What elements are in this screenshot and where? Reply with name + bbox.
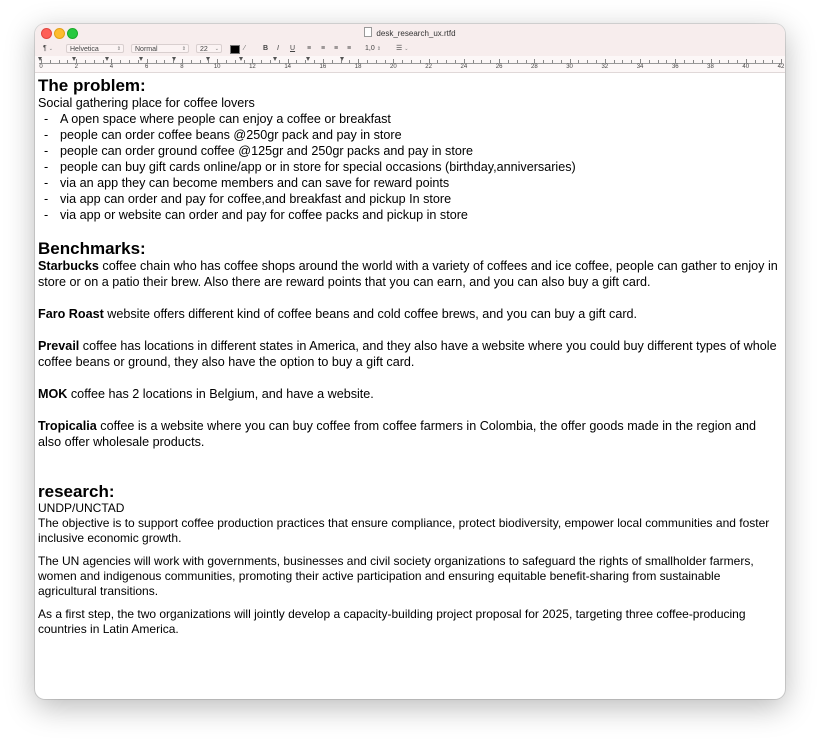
ruler-tick [164, 60, 165, 63]
ruler-tick [702, 60, 703, 63]
typeface-select[interactable] [131, 44, 189, 53]
ruler-tick [490, 60, 491, 63]
research-source: UNDP/UNCTAD [38, 501, 125, 515]
ruler-tick [631, 60, 632, 63]
text-color-well[interactable] [230, 45, 240, 54]
updown-arrows-icon: ⇕ [116, 46, 121, 52]
ruler-tick [226, 60, 227, 63]
ruler-tick [59, 60, 60, 63]
research-paragraph: As a first step, the two organizations will jointly develop a capacity-building project proposal for 2025, targeting three coffee-producing countries in Latin America. [38, 607, 746, 636]
ruler-tick [578, 60, 579, 63]
ruler-tick [156, 60, 157, 63]
ruler-tick [711, 59, 712, 64]
benchmark-name: MOK [38, 387, 68, 401]
ruler-tick [437, 60, 438, 63]
spacer [38, 290, 780, 306]
ruler-tick [481, 60, 482, 63]
ruler-tick [605, 59, 606, 64]
research-paragraph: The UN agencies will work with governments, businesses and civil society organizations to safeguard the rights of smallholder farmers, women and indigenous communities, promoting their active participation and ensuring equitable benefit-sharing from sustainable agricultural transitions. [38, 554, 754, 598]
research-paragraph: The objective is to support coffee production practices that ensure compliance, protect biodiversity, empower local communities and foster inclusive economic growth. [38, 516, 770, 545]
tab-stop-marker[interactable] [105, 57, 109, 61]
ruler-tick [385, 60, 386, 63]
ruler-label: 8 [180, 64, 184, 70]
ruler-tick [666, 60, 667, 63]
benchmark-text: coffee has locations in different states in America, and they also have a website where you could buy different types of whole coffee beans or ground, they also have the option to buy a gift card. [38, 339, 777, 369]
tab-stop-marker[interactable] [206, 57, 210, 61]
ruler[interactable] [35, 56, 785, 73]
ruler-tick [534, 59, 535, 64]
list-item: - via an app they can become members and can save for reward points [38, 175, 780, 191]
list-item: - people can buy gift cards online/app or in store for special occasions (birthday,anniversaries) [38, 159, 780, 175]
ruler-tick [719, 60, 720, 63]
updown-arrows-icon: ⇕ [181, 46, 186, 52]
ruler-tick [570, 59, 571, 64]
ruler-tick [499, 59, 500, 64]
ruler-tick [296, 60, 297, 63]
line-spacing-value: 1,0 [365, 45, 375, 52]
list-item: - people can order ground coffee @125gr and 250gr packs and pay in store [38, 143, 780, 159]
ruler-tick [314, 60, 315, 63]
align-center-button[interactable]: ≡ [321, 45, 326, 52]
tab-stop-marker[interactable] [72, 57, 76, 61]
ruler-tick [182, 59, 183, 64]
research-heading: research: [38, 482, 115, 501]
ruler-label: 24 [460, 64, 468, 70]
line-spacing-menu[interactable] [365, 44, 381, 53]
italic-button[interactable]: I [277, 45, 279, 52]
ruler-label: 28 [530, 64, 538, 70]
spacer [38, 223, 780, 239]
benchmark-text: website offers different kind of coffee beans and cold coffee brews, and you can buy a gift card. [103, 307, 638, 321]
ruler-tick [552, 60, 553, 63]
benchmark-paragraph [38, 306, 780, 322]
list-item: - via app or website can order and pay for coffee packs and pickup in store [38, 207, 780, 223]
tab-stop-marker[interactable] [273, 57, 277, 61]
window-title [35, 27, 785, 38]
ruler-tick [746, 59, 747, 64]
benchmark-text: coffee is a website where you can buy coffee from coffee farmers in Colombia, the offer goods made in the region and also offer wholesale products. [38, 419, 757, 449]
ruler-label: 26 [495, 64, 503, 70]
ruler-tick [376, 60, 377, 63]
list-item: - A open space where people can enjoy a coffee or breakfast [38, 111, 780, 127]
ruler-tick [129, 60, 130, 63]
ruler-tick [244, 60, 245, 63]
ruler-tick [191, 60, 192, 63]
spacer [38, 599, 780, 607]
ruler-tick [200, 60, 201, 63]
ruler-tick [270, 60, 271, 63]
tab-stop-marker[interactable] [139, 57, 143, 61]
ruler-tick [763, 60, 764, 63]
ruler-tick [252, 59, 253, 64]
ruler-baseline [39, 63, 781, 64]
chevron-down-icon: ⌄ [214, 46, 219, 52]
align-justify-button[interactable]: ≡ [347, 45, 352, 52]
ruler-tick [508, 60, 509, 63]
ruler-tick [217, 59, 218, 64]
ruler-tick [261, 60, 262, 63]
benchmark-name: Prevail [38, 339, 80, 353]
list-item: - people can order coffee beans @250gr pack and pay in store [38, 127, 780, 143]
ruler-label: 16 [319, 64, 327, 70]
problem-subtitle: Social gathering place for coffee lovers [38, 96, 255, 110]
problem-list [38, 111, 780, 223]
ruler-tick [446, 60, 447, 63]
document-window [35, 24, 785, 699]
ruler-tick [358, 59, 359, 64]
ruler-tick [85, 60, 86, 63]
ruler-label: 10 [213, 64, 221, 70]
benchmark-paragraph [38, 258, 780, 290]
ruler-tick [429, 59, 430, 64]
highlight-color-icon[interactable]: ⁄ [244, 45, 246, 52]
ruler-tick [288, 59, 289, 64]
font-family-value: Helvetica [70, 46, 99, 53]
ruler-label: 38 [707, 64, 714, 70]
spacer [38, 322, 780, 338]
ruler-tick [526, 60, 527, 63]
ruler-tick [781, 59, 782, 64]
ruler-tick [420, 60, 421, 63]
align-left-button[interactable]: ≡ [307, 45, 312, 52]
ruler-tick [649, 60, 650, 63]
bold-button[interactable]: B [263, 45, 269, 52]
ruler-tick [94, 60, 95, 63]
ruler-tick [323, 59, 324, 64]
ruler-tick [455, 60, 456, 63]
benchmarks-heading: Benchmarks: [38, 239, 146, 258]
ruler-tick [349, 60, 350, 63]
ruler-tick [393, 59, 394, 64]
benchmark-name: Faro Roast [38, 307, 104, 321]
ruler-label: 2 [74, 64, 78, 70]
benchmark-paragraph [38, 338, 780, 370]
underline-button[interactable]: U [290, 45, 296, 52]
benchmark-paragraph [38, 386, 780, 402]
ruler-tick [120, 60, 121, 63]
ruler-tick [755, 60, 756, 63]
ruler-tick [473, 60, 474, 63]
ruler-label: 4 [109, 64, 114, 70]
ruler-tick [587, 60, 588, 63]
ruler-label: 20 [390, 64, 397, 70]
ruler-label: 14 [284, 64, 291, 70]
ruler-label: 18 [354, 64, 362, 70]
font-family-select[interactable] [66, 44, 124, 53]
title-bar[interactable] [35, 24, 785, 41]
ruler-label: 6 [145, 64, 149, 70]
ruler-tick [772, 60, 773, 63]
ruler-tick [279, 60, 280, 63]
list-item: - via app can order and pay for coffee,and breakfast and pickup In store [38, 191, 780, 207]
ruler-label: 32 [601, 64, 609, 70]
ruler-tick [728, 60, 729, 63]
updown-arrows-icon: ⇕ [376, 46, 381, 52]
list-icon: ☰ [396, 45, 403, 52]
document-icon [364, 27, 372, 37]
ruler-tick [411, 60, 412, 63]
ruler-tick [675, 59, 676, 64]
ruler-tick [693, 60, 694, 63]
font-size-select[interactable] [196, 44, 222, 53]
typeface-value: Normal [135, 46, 158, 53]
benchmark-text: coffee chain who has coffee shops around the world with a variety of coffees and ice coffee, people can gather to enjoy in store or on a patio their brew. Also there are reward points that you can earn, and you can also buy a gift card. [38, 259, 778, 289]
problem-heading: The problem: [38, 76, 146, 95]
benchmark-name: Tropicalia [38, 419, 97, 433]
ruler-tick [614, 60, 615, 63]
ruler-tick [622, 60, 623, 63]
ruler-tick [464, 59, 465, 64]
benchmark-name: Starbucks [38, 259, 99, 273]
ruler-tick [640, 59, 641, 64]
document-body[interactable] [38, 76, 780, 637]
ruler-tick [367, 60, 368, 63]
ruler-label: 30 [566, 64, 573, 70]
list-menu[interactable] [396, 44, 408, 53]
chevron-down-icon: ⌄ [404, 46, 409, 52]
spacer [38, 370, 780, 386]
align-right-button[interactable]: ≡ [334, 45, 339, 52]
spacer [38, 402, 780, 418]
tab-stop-marker[interactable] [306, 57, 310, 61]
tab-stop-marker[interactable] [38, 57, 42, 61]
tab-stop-marker[interactable] [239, 57, 243, 61]
ruler-tick [50, 60, 51, 63]
ruler-label: 0 [39, 64, 43, 70]
ruler-tick [111, 59, 112, 64]
ruler-tick [561, 60, 562, 63]
ruler-tick [103, 60, 104, 63]
benchmark-paragraph [38, 418, 780, 450]
chevron-down-icon: ⌄ [48, 46, 53, 52]
window-title-text: desk_research_ux.rtfd [376, 29, 456, 38]
spacer [38, 450, 780, 466]
ruler-tick [332, 60, 333, 63]
ruler-tick [737, 60, 738, 63]
paragraph-style-menu[interactable] [43, 44, 61, 53]
ruler-tick [402, 60, 403, 63]
format-toolbar [35, 41, 785, 57]
ruler-label: 12 [249, 64, 256, 70]
ruler-tick [543, 60, 544, 63]
ruler-label: 22 [425, 64, 432, 70]
ruler-label: 36 [671, 64, 679, 70]
ruler-tick [684, 60, 685, 63]
ruler-tick [517, 60, 518, 63]
tab-stop-marker[interactable] [340, 57, 344, 61]
ruler-tick [658, 60, 659, 63]
spacer [38, 546, 780, 554]
ruler-label: 34 [636, 64, 644, 70]
ruler-tick [235, 60, 236, 63]
ruler-tick [596, 60, 597, 63]
benchmark-text: coffee has 2 locations in Belgium, and have a website. [67, 387, 374, 401]
ruler-label: 40 [742, 64, 750, 70]
spacer [38, 466, 780, 482]
ruler-tick [147, 59, 148, 64]
ruler-tick [67, 60, 68, 63]
ruler-tick [76, 59, 77, 64]
paragraph-style-icon: ¶ [43, 45, 47, 52]
tab-stop-marker[interactable] [172, 57, 176, 61]
ruler-label: 42 [777, 64, 785, 70]
font-size-value: 22 [200, 46, 208, 53]
